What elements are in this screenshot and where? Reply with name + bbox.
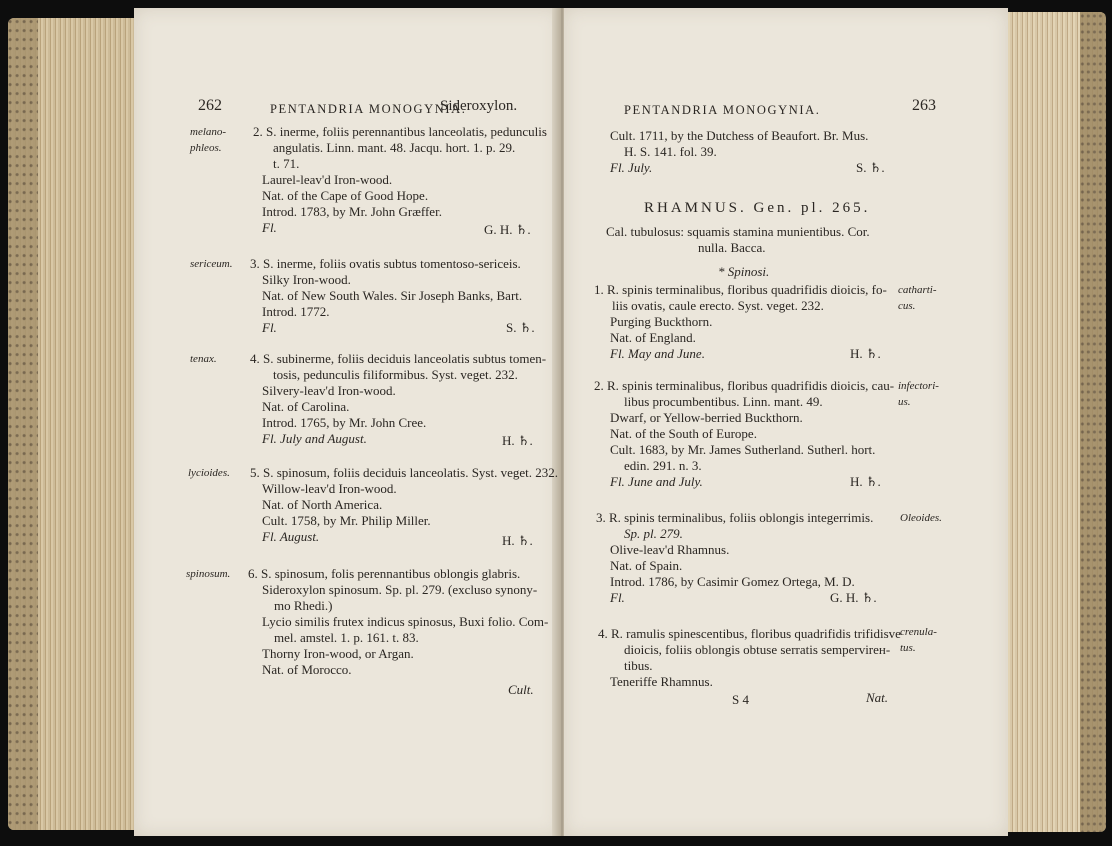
entry-status-right: G. H. ♄. xyxy=(484,222,531,237)
entry-status-right: H. ♄. xyxy=(502,433,533,448)
entry-status-left: Fl. xyxy=(610,590,625,605)
entry-line: 3. S. inerme, foliis ovatis subtus tomentoso-sericeis. xyxy=(250,256,521,271)
entry-line: Silky Iron-wood. xyxy=(262,272,351,287)
entry-line: Sideroxylon spinosum. Sp. pl. 279. (excluso synony- xyxy=(262,582,538,597)
left-running-head: PENTANDRIA MONOGYNIA. xyxy=(270,102,467,116)
entry-line: Nat. of the Cape of Good Hope. xyxy=(262,188,429,203)
entry-line: Purging Buckthorn. xyxy=(610,314,713,329)
entry-line: Nat. of Carolina. xyxy=(262,399,350,414)
entry-line: Introd. 1765, by Mr. John Cree. xyxy=(262,415,427,430)
left-running-head-genus: Sideroxylon. xyxy=(440,98,518,114)
entry-line: Willow-leav'd Iron-wood. xyxy=(262,481,397,496)
entry-status-right: G. H. ♄. xyxy=(830,590,877,605)
entry-line: Nat. of New South Wales. Sir Joseph Banks, Bart. xyxy=(262,288,523,303)
signature-mark: S 4 xyxy=(732,692,749,707)
genus-heading: RHAMNUS. Gen. pl. 265. xyxy=(644,200,871,216)
entry-status-right: H. ♄. xyxy=(850,474,881,489)
margin-epithet: phleos. xyxy=(190,142,222,154)
entry-line: 4. R. ramulis spinescentibus, floribus quadrifidis trifidisve xyxy=(598,626,901,641)
entry-line: dioicis, foliis oblongis obtuse serratis sempervirен- xyxy=(624,642,891,657)
entry-line: 2. R. spinis terminalibus, floribus quadrifidis dioicis, cau- xyxy=(594,378,895,393)
right-catchword: Nat. xyxy=(866,690,889,705)
margin-epithet: us. xyxy=(898,396,911,408)
entry-line: mel. amstel. 1. p. 161. t. 83. xyxy=(274,630,419,645)
entry-line: Cult. 1758, by Mr. Philip Miller. xyxy=(262,513,431,528)
entry-line: Teneriffe Rhamnus. xyxy=(610,674,713,689)
entry-status-left: Fl. July. xyxy=(610,160,653,175)
entry-status-left: Fl. August. xyxy=(262,529,320,544)
margin-epithet: catharti- xyxy=(898,284,937,296)
entry-line: Silvery-leav'd Iron-wood. xyxy=(262,383,396,398)
entry-line: liis ovatis, caule erecto. Syst. veget. 232. xyxy=(612,298,824,313)
entry-line: Introd. 1786, by Casimir Gomez Ortega, M. D. xyxy=(610,574,855,589)
entry-status-left: Fl. June and July. xyxy=(610,474,703,489)
entry-status-right: H. ♄. xyxy=(850,346,881,361)
entry-line: Introd. 1772. xyxy=(262,304,330,319)
entry-line: 3. R. spinis terminalibus, foliis oblongis integerrimis. xyxy=(596,510,874,525)
right-running-head: PENTANDRIA MONOGYNIA. xyxy=(624,103,821,117)
entry-line: H. S. 141. fol. 39. xyxy=(624,144,717,159)
entry-line: 1. R. spinis terminalibus, floribus quadrifidis dioicis, fo- xyxy=(594,282,887,297)
entry-line: Cult. 1683, by Mr. James Sutherland. Sutherl. hort. xyxy=(610,442,876,457)
entry-status-left: Fl. xyxy=(262,220,277,235)
book-edge-left xyxy=(8,18,140,830)
margin-epithet: tenax. xyxy=(190,353,217,365)
entry-line: 6. S. spinosum, folis perennantibus oblongis glabris. xyxy=(248,566,521,581)
entry-status-right: H. ♄. xyxy=(502,533,533,548)
entry-status-right: S. ♄. xyxy=(856,160,885,175)
entry-line: angulatis. Linn. mant. 48. Jacqu. hort. 1. p. 29. xyxy=(273,140,516,155)
margin-epithet: melano- xyxy=(190,126,227,138)
margin-epithet: sericeum. xyxy=(190,258,233,270)
genus-character: Cal. tubulosus: squamis stamina munientibus. Cor. xyxy=(606,224,870,239)
entry-line: Introd. 1783, by Mr. John Græffer. xyxy=(262,204,442,219)
entry-line: tibus. xyxy=(624,658,653,673)
entry-status-left: Fl. May and June. xyxy=(610,346,705,361)
entry-status-left: Fl. xyxy=(262,320,277,335)
margin-epithet: Oleoides. xyxy=(900,512,942,524)
entry-line: Olive-leav'd Rhamnus. xyxy=(610,542,730,557)
entry-status-right: S. ♄. xyxy=(506,320,535,335)
margin-epithet: tus. xyxy=(900,642,916,654)
entry-status-left: Fl. July and August. xyxy=(262,431,367,446)
margin-epithet: lycioides. xyxy=(188,467,230,479)
entry-line: 5. S. spinosum, foliis deciduis lanceolatis. Syst. veget. 232. xyxy=(250,465,559,480)
entry-line: Nat. of Spain. xyxy=(610,558,683,573)
entry-line: Lycio similis frutex indicus spinosus, Buxi folio. Com- xyxy=(262,614,549,629)
entry-line: Nat. of North America. xyxy=(262,497,383,512)
genus-character: nulla. Bacca. xyxy=(698,240,766,255)
book-edge-right xyxy=(1000,12,1106,832)
left-page-number: 262 xyxy=(198,97,222,114)
entry-line: edin. 291. n. 3. xyxy=(624,458,702,473)
section-heading: * Spinosi. xyxy=(718,264,770,279)
entry-line: 4. S. subinerme, foliis deciduis lanceolatis subtus tomen- xyxy=(250,351,547,366)
margin-epithet: crenula- xyxy=(900,626,937,638)
entry-line: Cult. 1711, by the Dutchess of Beaufort. Br. Mus. xyxy=(610,128,869,143)
entry-line: 2. S. inerme, foliis perennantibus lanceolatis, pedunculis xyxy=(253,124,547,139)
entry-line: Nat. of England. xyxy=(610,330,696,345)
entry-line: Laurel-leav'd Iron-wood. xyxy=(262,172,393,187)
entry-line: Thorny Iron-wood, or Argan. xyxy=(262,646,414,661)
entry-line: Dwarf, or Yellow-berried Buckthorn. xyxy=(610,410,803,425)
margin-epithet: cus. xyxy=(898,300,916,312)
entry-line: mo Rhedi.) xyxy=(274,598,333,613)
margin-epithet: infectori- xyxy=(898,380,939,392)
margin-epithet: spinosum. xyxy=(186,568,231,580)
entry-line: Sp. pl. 279. xyxy=(624,526,683,541)
left-catchword: Cult. xyxy=(508,682,534,697)
right-page-number: 263 xyxy=(912,97,936,114)
entry-line: t. 71. xyxy=(273,156,300,171)
entry-line: Nat. of Morocco. xyxy=(262,662,352,677)
entry-line: tosis, pedunculis filiformibus. Syst. veget. 232. xyxy=(273,367,518,382)
entry-line: libus procumbentibus. Linn. mant. 49. xyxy=(624,394,823,409)
entry-line: Nat. of the South of Europe. xyxy=(610,426,757,441)
